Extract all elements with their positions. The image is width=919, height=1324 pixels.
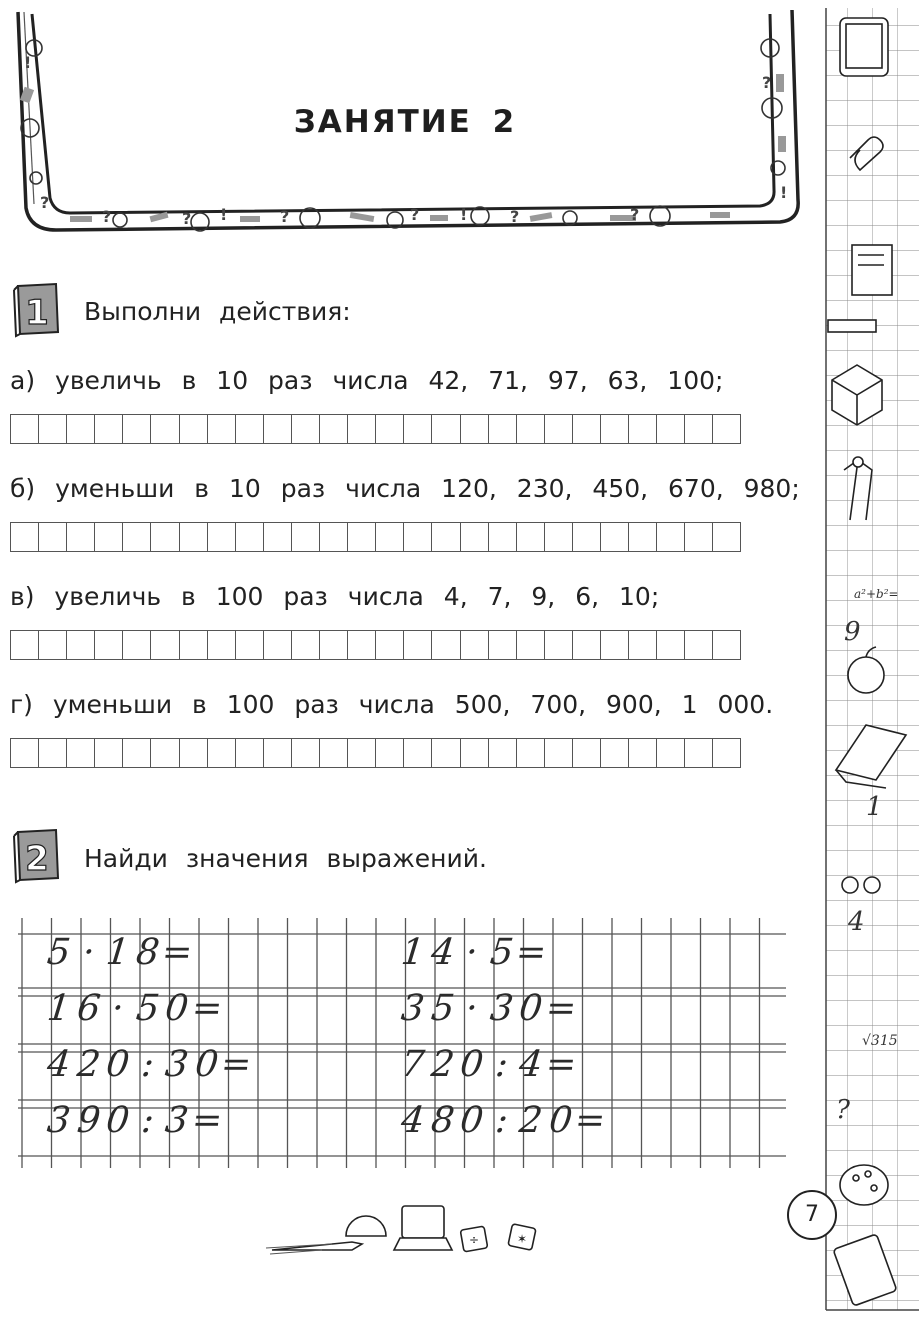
task1-item-d: г) уменьши в 100 раз числа 500, 700, 900, 1 000. — [10, 690, 774, 719]
svg-text:?: ? — [410, 205, 420, 224]
expression-char: : — [493, 1044, 510, 1085]
expression-char: 2 — [517, 1100, 545, 1141]
answer-cell[interactable] — [180, 739, 208, 767]
expression-char: · — [463, 988, 480, 1029]
bottom-stationery-doodle — [262, 1198, 562, 1268]
svg-text:9: 9 — [844, 617, 861, 647]
svg-text:a²+b²=: a²+b²= — [854, 587, 899, 601]
answer-cell[interactable] — [517, 523, 545, 551]
answer-cell[interactable] — [39, 523, 67, 551]
protractor-icon — [346, 1216, 386, 1236]
answer-cell[interactable] — [95, 631, 123, 659]
answer-cell[interactable] — [292, 631, 320, 659]
expression-char: = — [572, 1100, 608, 1141]
answer-cell[interactable] — [320, 523, 348, 551]
expression-grid[interactable] — [18, 918, 786, 1168]
expression-char: 0 — [458, 1100, 486, 1141]
answer-cell[interactable] — [376, 523, 404, 551]
answer-cell[interactable] — [151, 523, 179, 551]
task1-item-b: б) уменьши в 10 раз числа 120, 230, 450, 670, 980; — [10, 474, 800, 503]
answer-cell[interactable] — [236, 415, 264, 443]
answer-cell[interactable] — [236, 739, 264, 767]
answer-cell[interactable] — [601, 631, 629, 659]
expression-char: = — [218, 1044, 254, 1085]
expression-char: 7 — [399, 1044, 427, 1085]
answer-cell[interactable] — [461, 739, 489, 767]
task1-instruction: Выполни действия: — [84, 297, 351, 326]
task-number-1: 1 — [25, 293, 49, 333]
answer-cell[interactable] — [713, 523, 741, 551]
expression-char: 3 — [399, 988, 427, 1029]
answer-cell[interactable] — [685, 739, 713, 767]
expression-char: 1 — [399, 932, 427, 973]
answer-cell[interactable] — [348, 739, 376, 767]
expression-char: : — [493, 1100, 510, 1141]
answer-cell[interactable] — [376, 631, 404, 659]
answer-cell[interactable] — [264, 739, 292, 767]
answer-cell[interactable] — [489, 415, 517, 443]
answer-cell[interactable] — [573, 739, 601, 767]
expression-char: : — [139, 1100, 156, 1141]
svg-text:?: ? — [280, 207, 290, 226]
answer-cell[interactable] — [404, 631, 432, 659]
expression-char: 4 — [517, 1044, 545, 1085]
answer-cells-b[interactable] — [10, 522, 741, 552]
answer-cell[interactable] — [67, 523, 95, 551]
answer-cell[interactable] — [236, 523, 264, 551]
answer-cell[interactable] — [292, 415, 320, 443]
answer-cell[interactable] — [685, 523, 713, 551]
expression-char: = — [513, 932, 549, 973]
expression-char: 2 — [428, 1044, 456, 1085]
svg-text:?: ? — [836, 1095, 850, 1125]
answer-cell[interactable] — [601, 415, 629, 443]
expression-char: 0 — [546, 1100, 574, 1141]
answer-cell[interactable] — [489, 631, 517, 659]
answer-cell[interactable] — [657, 415, 685, 443]
answer-cell[interactable] — [151, 415, 179, 443]
lesson-header-frame — [10, 8, 800, 233]
svg-text:1: 1 — [866, 792, 883, 822]
answer-cell[interactable] — [208, 523, 236, 551]
task-number-2: 2 — [25, 839, 49, 879]
answer-cell[interactable] — [320, 631, 348, 659]
expression-left-1 — [44, 926, 195, 980]
expression-char: 9 — [74, 1100, 102, 1141]
answer-cell[interactable] — [573, 415, 601, 443]
expression-char: · — [109, 988, 126, 1029]
pencil-icon — [272, 1242, 362, 1250]
answer-cell[interactable] — [11, 523, 39, 551]
expression-char: 4 — [399, 1100, 427, 1141]
answer-cells-c[interactable] — [10, 630, 741, 660]
answer-cell[interactable] — [461, 631, 489, 659]
lesson-title: ЗАНЯТИЕ 2 — [293, 104, 517, 140]
expression-left-2 — [44, 982, 224, 1036]
expression-char: 8 — [133, 932, 161, 973]
answer-cell[interactable] — [95, 415, 123, 443]
expression-char: = — [543, 988, 578, 1029]
answer-cell[interactable] — [461, 523, 489, 551]
svg-text:?: ? — [40, 193, 50, 212]
answer-cell[interactable] — [67, 631, 95, 659]
answer-cell[interactable] — [517, 415, 545, 443]
answer-cell[interactable] — [236, 631, 264, 659]
answer-cell[interactable] — [461, 415, 489, 443]
answer-cell[interactable] — [545, 415, 573, 443]
task-number-badge-1 — [12, 282, 62, 338]
expression-char: 4 — [428, 932, 456, 973]
answer-cell[interactable] — [629, 415, 657, 443]
svg-text:!: ! — [24, 53, 32, 72]
svg-text:?: ? — [182, 209, 192, 228]
answer-cell[interactable] — [657, 739, 685, 767]
answer-cell[interactable] — [601, 523, 629, 551]
answer-cell[interactable] — [39, 631, 67, 659]
answer-cells-a[interactable] — [10, 414, 741, 444]
expression-right-1 — [398, 926, 549, 980]
answer-cell[interactable] — [432, 523, 460, 551]
answer-cell[interactable] — [264, 415, 292, 443]
svg-text:?: ? — [762, 73, 772, 92]
answer-cell[interactable] — [545, 523, 573, 551]
expression-char: 5 — [487, 932, 515, 973]
answer-cell[interactable] — [629, 739, 657, 767]
expression-char: 6 — [74, 988, 102, 1029]
svg-text:!: ! — [220, 205, 228, 224]
task-number-badge-2 — [12, 828, 62, 884]
answer-cell[interactable] — [39, 415, 67, 443]
expression-char: 0 — [104, 1044, 132, 1085]
expression-left-4 — [44, 1094, 224, 1148]
answer-cell[interactable] — [67, 739, 95, 767]
answer-cell[interactable] — [489, 523, 517, 551]
answer-cell[interactable] — [573, 631, 601, 659]
expression-char: 0 — [192, 1044, 220, 1085]
answer-cell[interactable] — [67, 415, 95, 443]
expression-char: 1 — [104, 932, 132, 973]
answer-cell[interactable] — [180, 415, 208, 443]
expression-char: 2 — [74, 1044, 102, 1085]
answer-cell[interactable] — [208, 631, 236, 659]
answer-cell[interactable] — [264, 523, 292, 551]
answer-cell[interactable] — [713, 415, 741, 443]
svg-text:!: ! — [460, 205, 468, 224]
answer-cell[interactable] — [348, 415, 376, 443]
answer-cell[interactable] — [348, 631, 376, 659]
answer-cell[interactable] — [208, 415, 236, 443]
expression-char: 1 — [45, 988, 73, 1029]
answer-cell[interactable] — [713, 739, 741, 767]
page-number: 7 — [787, 1190, 837, 1240]
expression-char: 0 — [163, 988, 191, 1029]
answer-cell[interactable] — [404, 415, 432, 443]
decorative-doodle-strip — [822, 0, 919, 1320]
expression-char: 3 — [163, 1044, 191, 1085]
answer-cell[interactable] — [545, 631, 573, 659]
answer-cell[interactable] — [11, 415, 39, 443]
answer-cell[interactable] — [685, 631, 713, 659]
expression-char: 4 — [45, 1044, 73, 1085]
expression-char: 3 — [487, 988, 515, 1029]
expression-char: 5 — [428, 988, 456, 1029]
expression-char: = — [543, 1044, 578, 1085]
answer-cell[interactable] — [208, 739, 236, 767]
expression-char: 5 — [45, 932, 73, 973]
answer-cell[interactable] — [432, 415, 460, 443]
expression-char: · — [80, 932, 97, 973]
expression-char: 0 — [104, 1100, 132, 1141]
expression-char: 3 — [45, 1100, 73, 1141]
expression-char: 5 — [133, 988, 161, 1029]
answer-cell[interactable] — [713, 631, 741, 659]
answer-cell[interactable] — [180, 523, 208, 551]
expression-right-3 — [398, 1038, 578, 1092]
task1-item-a: а) увеличь в 10 раз числа 42, 71, 97, 63, 100; — [10, 366, 724, 395]
svg-text:✶: ✶ — [517, 1232, 528, 1246]
answer-cell[interactable] — [39, 739, 67, 767]
laptop-icon — [402, 1206, 444, 1238]
answer-cell[interactable] — [95, 523, 123, 551]
answer-cells-d[interactable] — [10, 738, 741, 768]
answer-cell[interactable] — [11, 739, 39, 767]
expression-right-4 — [398, 1094, 608, 1148]
book-icon — [852, 245, 892, 295]
answer-cell[interactable] — [320, 739, 348, 767]
expression-char: 8 — [428, 1100, 456, 1141]
palette-icon — [840, 1165, 888, 1205]
answer-cell[interactable] — [685, 415, 713, 443]
svg-text:√315: √315 — [862, 1033, 898, 1049]
answer-cell[interactable] — [376, 415, 404, 443]
answer-cell[interactable] — [292, 739, 320, 767]
answer-cell[interactable] — [545, 739, 573, 767]
expression-left-3 — [44, 1038, 254, 1092]
answer-cell[interactable] — [180, 631, 208, 659]
answer-cell[interactable] — [292, 523, 320, 551]
answer-cell[interactable] — [264, 631, 292, 659]
answer-cell[interactable] — [320, 415, 348, 443]
answer-cell[interactable] — [123, 631, 151, 659]
answer-cell[interactable] — [657, 631, 685, 659]
answer-cell[interactable] — [404, 739, 432, 767]
task1-item-c: в) увеличь в 100 раз числа 4, 7, 9, 6, 10; — [10, 582, 660, 611]
answer-cell[interactable] — [517, 631, 545, 659]
answer-cell[interactable] — [404, 523, 432, 551]
svg-text:?: ? — [630, 205, 640, 224]
expression-char: 0 — [458, 1044, 486, 1085]
expression-char: 0 — [517, 988, 545, 1029]
answer-cell[interactable] — [601, 739, 629, 767]
apple-icon — [848, 657, 884, 693]
svg-text:4: 4 — [848, 907, 865, 937]
expression-char: = — [189, 1100, 224, 1141]
svg-text:?: ? — [102, 207, 112, 226]
answer-cell[interactable] — [376, 739, 404, 767]
answer-cell[interactable] — [629, 631, 657, 659]
expression-right-2 — [398, 982, 578, 1036]
expression-char: = — [159, 932, 195, 973]
answer-cell[interactable] — [123, 415, 151, 443]
answer-cell[interactable] — [432, 631, 460, 659]
svg-text:÷: ÷ — [469, 1233, 480, 1247]
answer-cell[interactable] — [657, 523, 685, 551]
answer-cell[interactable] — [517, 739, 545, 767]
svg-text:?: ? — [510, 207, 520, 226]
answer-cell[interactable] — [489, 739, 517, 767]
expression-char: = — [189, 988, 224, 1029]
expression-char: · — [463, 932, 480, 973]
answer-cell[interactable] — [573, 523, 601, 551]
expression-char: : — [139, 1044, 156, 1085]
svg-text:!: ! — [780, 183, 788, 202]
answer-cell[interactable] — [95, 739, 123, 767]
task2-instruction: Найди значения выражений. — [84, 844, 487, 873]
answer-cell[interactable] — [151, 631, 179, 659]
answer-cell[interactable] — [629, 523, 657, 551]
answer-cell[interactable] — [11, 631, 39, 659]
answer-cell[interactable] — [348, 523, 376, 551]
answer-cell[interactable] — [432, 739, 460, 767]
answer-cell[interactable] — [123, 523, 151, 551]
answer-cell[interactable] — [123, 739, 151, 767]
answer-cell[interactable] — [151, 739, 179, 767]
expression-char: 3 — [163, 1100, 191, 1141]
